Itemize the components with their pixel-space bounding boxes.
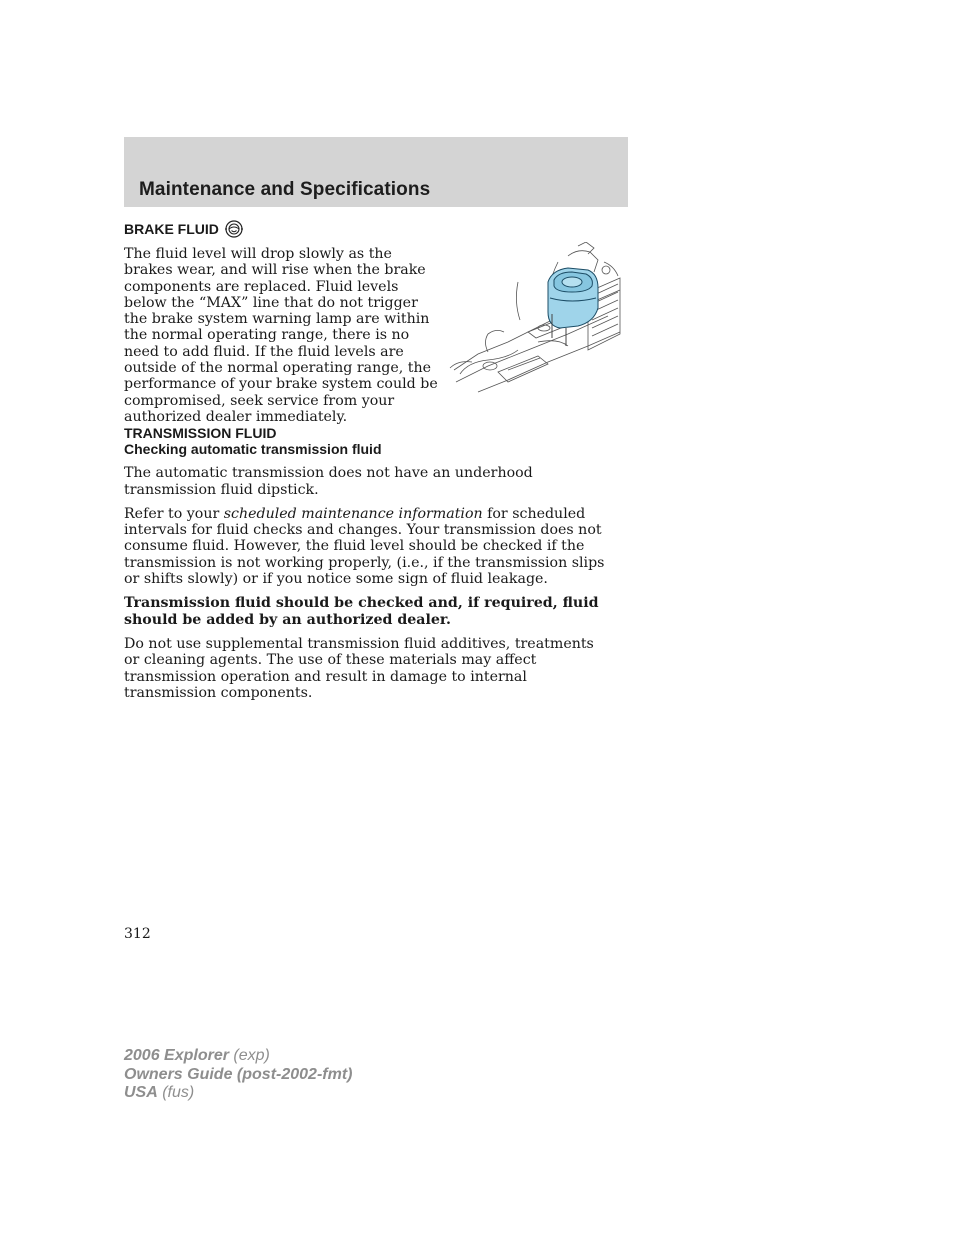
footer-line-market — [124, 1084, 352, 1103]
brake-fluid-reservoir-illustration — [448, 242, 622, 404]
brake-fluid-heading-text: BRAKE FLUID — [124, 221, 219, 237]
footer-guide: Owners Guide (post-2002-fmt) — [124, 1065, 353, 1083]
transmission-fluid-heading: TRANSMISSION FLUID — [124, 425, 277, 442]
footer-market: USA — [124, 1084, 158, 1101]
footer-model: 2006 Explorer — [124, 1047, 229, 1064]
brake-fluid-block — [124, 246, 608, 425]
transmission-additives-warning: Do not use supplemental transmission fluid additives, treatments or cleaning agents. The use of these materials may affect transmission operation and result in damage to internal transmission components. — [124, 635, 594, 701]
footer-model-code: (exp) — [228, 1047, 270, 1064]
schedule-text-before: Refer to your — [124, 505, 224, 522]
brake-fluid-heading — [124, 220, 608, 238]
transmission-paragraph-dipstick: The automatic transmission does not have an underhood transmission fluid dipstick. — [124, 465, 533, 498]
scheduled-maintenance-reference: scheduled maintenance information — [223, 505, 483, 522]
section-title: Maintenance and Specifications — [139, 179, 431, 200]
transmission-paragraph-schedule — [124, 506, 608, 587]
footer-market-code: (fus) — [157, 1084, 195, 1101]
schedule-text-after: for scheduled intervals for fluid checks and changes. Your transmission does not consume fluid. However, the fluid level should be checked if the transmission is not working properly, (i.e., if the transmission slips or shifts slowly) or if you notice some sign of fluid leakage. — [124, 505, 605, 588]
page-content — [124, 220, 608, 701]
checking-transmission-subheading: Checking automatic transmission fluid — [124, 441, 382, 458]
footer-line-model — [124, 1047, 352, 1066]
document-footer — [124, 1047, 352, 1103]
brake-fluid-paragraph: The fluid level will drop slowly as the brakes wear, and will rise when the brake components are replaced. Fluid levels below the “MAX” line that do not trigger the brake system warning lamp are within the normal operating range, there is no need to add fluid. If the fluid levels are outside of the normal operating range, the performance of your brake system could be compromised, seek service from your authorized dealer immediately. — [124, 246, 438, 425]
section-header-band — [124, 137, 628, 207]
transmission-dealer-notice: Transmission fluid should be checked and, if required, fluid should be added by an authorized dealer. — [124, 595, 599, 628]
brake-fluid-warning-icon — [224, 220, 244, 238]
page-number: 312 — [124, 926, 151, 942]
footer-line-guide — [124, 1066, 352, 1085]
